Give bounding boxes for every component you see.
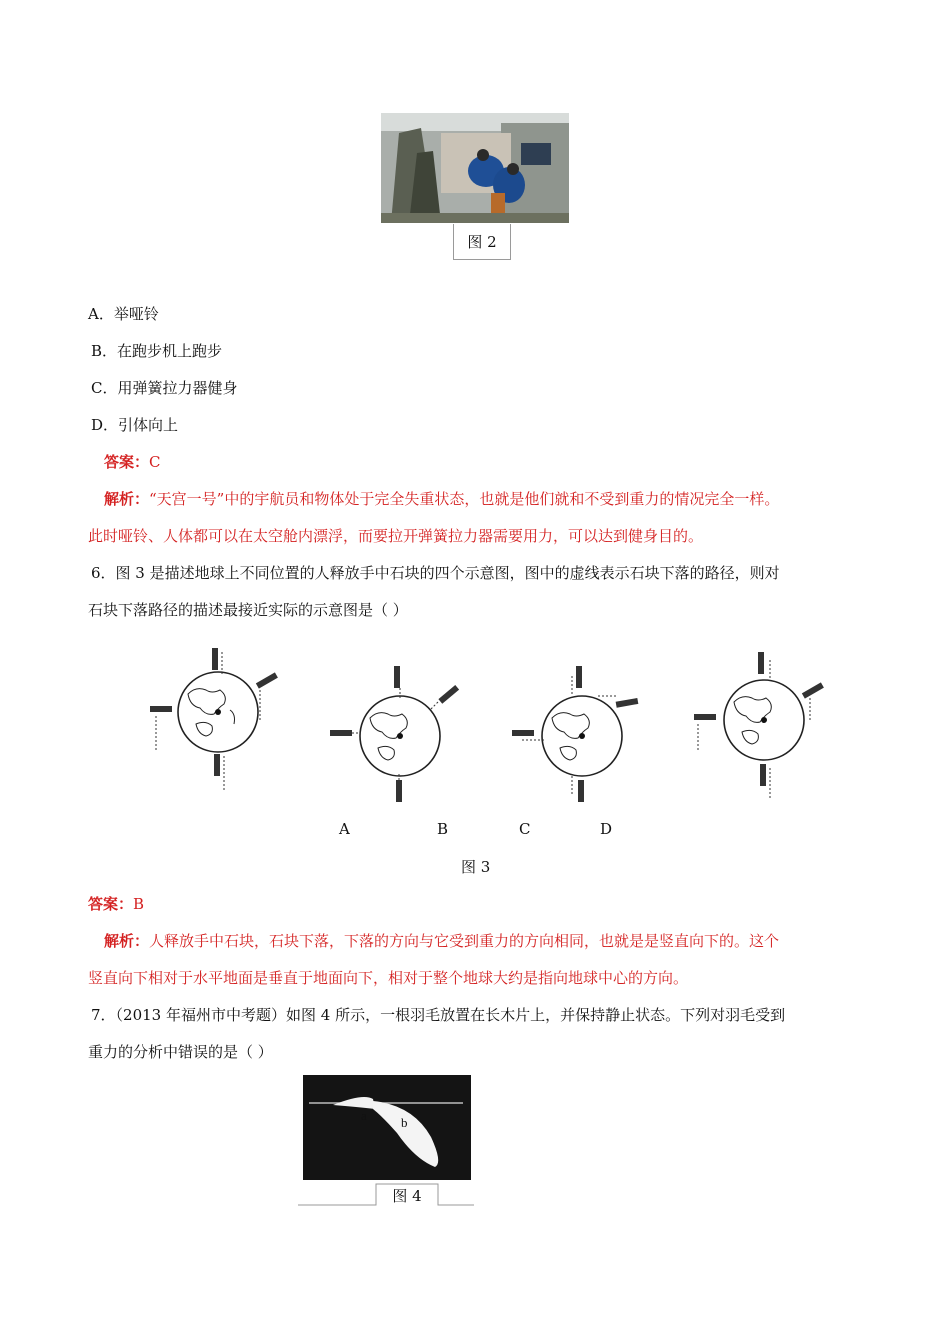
- analysis-label: 解析：: [104, 490, 150, 508]
- feather-photo: [303, 1075, 471, 1180]
- q6-answer: [88, 894, 144, 914]
- answer-value: B: [133, 895, 145, 913]
- q7-stem-line2: 重力的分析中错误的是（ ）: [88, 1043, 273, 1061]
- analysis-text: “天宫一号”中的宇航员和物体处于完全失重状态，也就是他们就和不受到重力的情况完全一样。: [149, 490, 780, 508]
- q6-stem-line2: 石块下落路径的描述最接近实际的示意图是（ ）: [88, 601, 408, 619]
- q5-analysis-line1: [104, 489, 779, 509]
- answer-value: C: [149, 453, 161, 471]
- figure-label-a: A: [339, 820, 350, 838]
- feather-drawing: [303, 1075, 471, 1180]
- feather-label-b: b: [401, 1115, 408, 1130]
- q6-analysis-line1: [104, 931, 779, 951]
- answer-label: 答案：: [88, 895, 134, 913]
- figure-4-caption: 图 4: [392, 1187, 422, 1205]
- q7-stem-line1: 7．（2013 年福州市中考题）如图 4 所示，一根羽毛放置在长木片上，并保持静止状态。下列对羽毛受到: [91, 1006, 786, 1024]
- astronaut-photo: [381, 113, 569, 223]
- q5-analysis-line2: 此时哑铃、人体都可以在太空舱内漂浮，而要拉开弹簧拉力器需要用力，可以达到健身目的。: [88, 527, 704, 545]
- globe-diagram-c: [502, 656, 662, 816]
- option-d: D．引体向上: [91, 416, 179, 434]
- option-b: B．在跑步机上跑步: [91, 342, 223, 360]
- analysis-label: 解析：: [104, 932, 150, 950]
- feather-label-a: a: [361, 1108, 367, 1123]
- astronaut-photo-drawing: [381, 113, 569, 223]
- q5-answer: [104, 452, 161, 472]
- figure-label-d: D: [600, 820, 613, 838]
- option-a: A．举哑铃: [88, 305, 159, 323]
- figure-label-b: B: [437, 820, 449, 838]
- answer-label: 答案：: [104, 453, 150, 471]
- option-c: C．用弹簧拉力器健身: [91, 379, 238, 397]
- analysis-text: 人释放手中石块，石块下落，下落的方向与它受到重力的方向相同，也就是是竖直向下的。这个: [149, 932, 780, 950]
- q6-stem-line1: 6．图 3 是描述地球上不同位置的人释放手中石块的四个示意图，图中的虚线表示石块下落的路径，则对: [91, 564, 780, 582]
- globe-diagram-a: [138, 632, 298, 792]
- figure-3-caption: 图 3: [461, 858, 491, 876]
- figure-4-caption-box: [298, 1183, 474, 1209]
- globe-diagram-b: [320, 656, 480, 816]
- globe-diagram-d: [684, 640, 844, 800]
- figure-2-caption: 图 2: [453, 224, 511, 260]
- q6-analysis-line2: 竖直向下相对于水平地面是垂直于地面向下，相对于整个地球大约是指向地球中心的方向。: [88, 969, 689, 987]
- figure-label-c: C: [519, 820, 531, 838]
